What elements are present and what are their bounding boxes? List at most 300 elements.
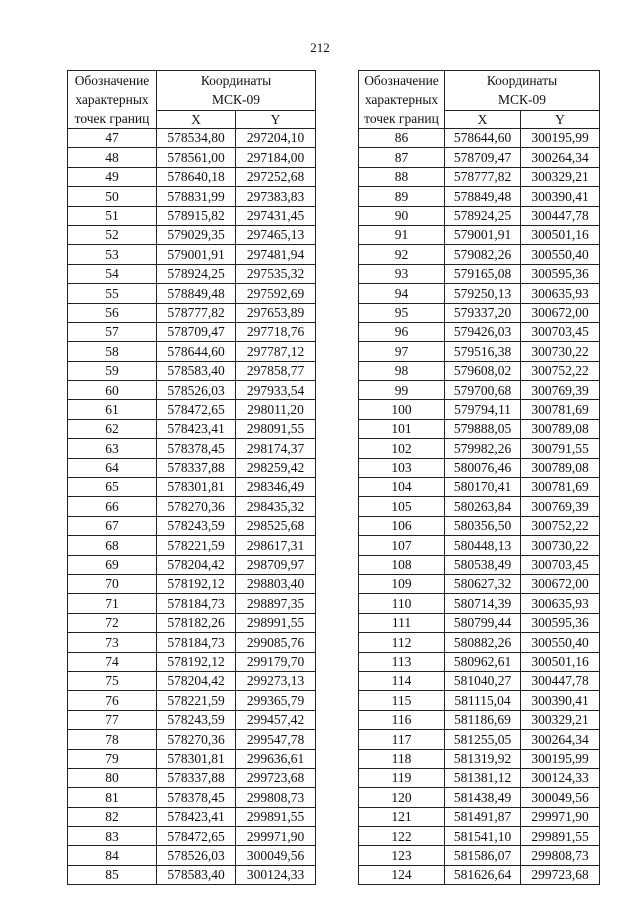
- x-coordinate-cell: 578243,59: [157, 516, 236, 535]
- point-number-cell: 121: [359, 807, 445, 826]
- point-number-cell: 106: [359, 516, 445, 535]
- y-coordinate-cell: 300789,08: [521, 458, 600, 477]
- x-coordinate-cell: 580627,32: [445, 574, 521, 593]
- table-row: [359, 400, 600, 419]
- x-coordinate-cell: 579982,26: [445, 439, 521, 458]
- table-row: [68, 555, 316, 574]
- table-row: [68, 264, 316, 283]
- y-coordinate-cell: 300781,69: [521, 400, 600, 419]
- x-coordinate-cell: 581438,49: [445, 788, 521, 807]
- y-coordinate-cell: 298091,55: [236, 419, 316, 438]
- table-row: [359, 187, 600, 206]
- y-coordinate-cell: 297718,76: [236, 322, 316, 341]
- x-coordinate-cell: 578221,59: [157, 691, 236, 710]
- y-coordinate-cell: 300730,22: [521, 342, 600, 361]
- point-number-cell: 67: [68, 516, 157, 535]
- y-coordinate-cell: 298991,55: [236, 613, 316, 632]
- x-coordinate-cell: 578337,88: [157, 768, 236, 787]
- table-row: [359, 381, 600, 400]
- coordinates-header-line: МСК-09: [211, 92, 260, 108]
- point-number-cell: 87: [359, 148, 445, 167]
- y-coordinate-cell: 298617,31: [236, 536, 316, 555]
- point-number-cell: 117: [359, 730, 445, 749]
- x-coordinate-cell: 578831,99: [157, 187, 236, 206]
- point-number-cell: 86: [359, 129, 445, 148]
- y-coordinate-cell: 300390,41: [521, 691, 600, 710]
- y-coordinate-cell: 299723,68: [236, 768, 316, 787]
- point-number-cell: 120: [359, 788, 445, 807]
- y-coordinate-cell: 299179,70: [236, 652, 316, 671]
- point-number-cell: 64: [68, 458, 157, 477]
- table-row: [359, 419, 600, 438]
- x-coordinate-cell: 578583,40: [157, 361, 236, 380]
- x-coordinate-cell: 578526,03: [157, 381, 236, 400]
- y-coordinate-cell: 297383,83: [236, 187, 316, 206]
- point-number-cell: 93: [359, 264, 445, 283]
- x-coordinate-cell: 578182,26: [157, 613, 236, 632]
- table-row: [68, 807, 316, 826]
- y-coordinate-cell: 300752,22: [521, 516, 600, 535]
- table-row: [68, 594, 316, 613]
- y-coordinate-cell: 299808,73: [236, 788, 316, 807]
- table-row: [359, 206, 600, 225]
- x-coordinate-cell: 578583,40: [157, 865, 236, 884]
- table-row: [68, 206, 316, 225]
- point-number-cell: 103: [359, 458, 445, 477]
- x-coordinate-cell: 581381,12: [445, 768, 521, 787]
- y-coordinate-cell: 300550,40: [521, 633, 600, 652]
- y-coordinate-cell: 300672,00: [521, 574, 600, 593]
- y-coordinate-cell: 300635,93: [521, 284, 600, 303]
- point-number-cell: 57: [68, 322, 157, 341]
- point-number-cell: 100: [359, 400, 445, 419]
- table-row: [359, 613, 600, 632]
- x-coordinate-cell: 578924,25: [157, 264, 236, 283]
- y-coordinate-cell: 299808,73: [521, 846, 600, 865]
- x-coordinate-cell: 578204,42: [157, 671, 236, 690]
- point-number-cell: 47: [68, 129, 157, 148]
- x-coordinate-cell: 578378,45: [157, 788, 236, 807]
- y-coordinate-cell: 299273,13: [236, 671, 316, 690]
- table-row: [68, 225, 316, 244]
- y-coordinate-cell: 299723,68: [521, 865, 600, 884]
- point-number-cell: 73: [68, 633, 157, 652]
- point-number-cell: 52: [68, 225, 157, 244]
- x-coordinate-cell: 578301,81: [157, 749, 236, 768]
- table-row: [68, 865, 316, 884]
- y-coordinate-cell: 297481,94: [236, 245, 316, 264]
- point-number-cell: 119: [359, 768, 445, 787]
- x-coordinate-cell: 580263,84: [445, 497, 521, 516]
- point-number-cell: 61: [68, 400, 157, 419]
- point-number-cell: 60: [68, 381, 157, 400]
- x-coordinate-cell: 579029,35: [157, 225, 236, 244]
- y-coordinate-cell: 297858,77: [236, 361, 316, 380]
- table-row: [68, 691, 316, 710]
- x-coordinate-cell: 578423,41: [157, 807, 236, 826]
- x-coordinate-cell: 578849,48: [157, 284, 236, 303]
- table-row: [359, 322, 600, 341]
- table-row: [68, 788, 316, 807]
- point-number-cell: 63: [68, 439, 157, 458]
- table-row: [68, 167, 316, 186]
- x-coordinate-cell: 579001,91: [157, 245, 236, 264]
- table-row: [359, 652, 600, 671]
- x-coordinate-cell: 581491,87: [445, 807, 521, 826]
- y-coordinate-cell: 297431,45: [236, 206, 316, 225]
- y-coordinate-cell: 300769,39: [521, 381, 600, 400]
- table-row: [359, 633, 600, 652]
- x-coordinate-cell: 580538,49: [445, 555, 521, 574]
- table-row: [68, 827, 316, 846]
- x-coordinate-cell: 579337,20: [445, 303, 521, 322]
- table-row: [359, 710, 600, 729]
- point-number-cell: 96: [359, 322, 445, 341]
- table-body-left: [68, 129, 316, 885]
- y-coordinate-cell: 297535,32: [236, 264, 316, 283]
- x-coordinate-cell: 580882,26: [445, 633, 521, 652]
- y-coordinate-cell: 298174,37: [236, 439, 316, 458]
- point-number-cell: 122: [359, 827, 445, 846]
- coordinates-table-right: [358, 70, 600, 885]
- x-coordinate-cell: 578270,36: [157, 497, 236, 516]
- point-number-cell: 95: [359, 303, 445, 322]
- point-number-cell: 98: [359, 361, 445, 380]
- x-coordinate-cell: 578640,18: [157, 167, 236, 186]
- table-body-right: [359, 129, 600, 885]
- x-coordinate-cell: 578472,65: [157, 400, 236, 419]
- y-coordinate-cell: 300124,33: [236, 865, 316, 884]
- table-row: [68, 671, 316, 690]
- x-coordinate-cell: 578221,59: [157, 536, 236, 555]
- y-coordinate-cell: 300264,34: [521, 730, 600, 749]
- table-row: [359, 284, 600, 303]
- table-row: [359, 245, 600, 264]
- x-coordinate-cell: 580799,44: [445, 613, 521, 632]
- point-number-cell: 89: [359, 187, 445, 206]
- x-coordinate-cell: 578561,00: [157, 148, 236, 167]
- table-row: [359, 691, 600, 710]
- y-coordinate-cell: 299971,90: [236, 827, 316, 846]
- point-number-cell: 94: [359, 284, 445, 303]
- point-number-cell: 118: [359, 749, 445, 768]
- point-number-cell: 62: [68, 419, 157, 438]
- x-coordinate-cell: 578192,12: [157, 652, 236, 671]
- table-row: [359, 303, 600, 322]
- x-coordinate-cell: 581541,10: [445, 827, 521, 846]
- point-number-cell: 83: [68, 827, 157, 846]
- point-number-cell: 69: [68, 555, 157, 574]
- designation-header-line: Обозначение: [364, 73, 439, 88]
- y-coordinate-cell: 300447,78: [521, 206, 600, 225]
- point-number-cell: 78: [68, 730, 157, 749]
- point-number-cell: 92: [359, 245, 445, 264]
- table-row: [359, 264, 600, 283]
- table-row: [359, 516, 600, 535]
- point-number-cell: 75: [68, 671, 157, 690]
- table-row: [359, 536, 600, 555]
- y-coordinate-cell: 300703,45: [521, 555, 600, 574]
- table-row: [68, 148, 316, 167]
- table-row: [68, 322, 316, 341]
- designation-header-line: характерных: [75, 92, 149, 107]
- point-number-cell: 108: [359, 555, 445, 574]
- coordinates-header: [445, 71, 600, 111]
- x-coordinate-cell: 579250,13: [445, 284, 521, 303]
- x-coordinate-cell: 578243,59: [157, 710, 236, 729]
- table-row: [359, 458, 600, 477]
- table-row: [68, 361, 316, 380]
- y-coordinate-cell: 299547,78: [236, 730, 316, 749]
- table-row: [68, 768, 316, 787]
- y-coordinate-cell: 298803,40: [236, 574, 316, 593]
- x-coordinate-cell: 579426,03: [445, 322, 521, 341]
- y-coordinate-cell: 298709,97: [236, 555, 316, 574]
- y-column-header: Y: [236, 110, 316, 128]
- y-coordinate-cell: 300447,78: [521, 671, 600, 690]
- x-coordinate-cell: 578849,48: [445, 187, 521, 206]
- point-number-cell: 59: [68, 361, 157, 380]
- point-number-cell: 53: [68, 245, 157, 264]
- y-coordinate-cell: 298525,68: [236, 516, 316, 535]
- y-coordinate-cell: 298897,35: [236, 594, 316, 613]
- x-column-header: X: [157, 110, 236, 128]
- table-row: [359, 555, 600, 574]
- table-row: [359, 730, 600, 749]
- point-number-cell: 91: [359, 225, 445, 244]
- point-number-cell: 116: [359, 710, 445, 729]
- y-coordinate-cell: 299457,42: [236, 710, 316, 729]
- table-row: [68, 129, 316, 148]
- table-row: [68, 478, 316, 497]
- x-coordinate-cell: 581586,07: [445, 846, 521, 865]
- y-coordinate-cell: 300195,99: [521, 129, 600, 148]
- table-row: [68, 846, 316, 865]
- table-row: [359, 827, 600, 846]
- point-number-cell: 115: [359, 691, 445, 710]
- point-number-cell: 90: [359, 206, 445, 225]
- y-coordinate-cell: 297787,12: [236, 342, 316, 361]
- point-number-cell: 66: [68, 497, 157, 516]
- coordinates-header-line: МСК-09: [497, 92, 546, 108]
- designation-header-line: точек границ: [74, 111, 150, 126]
- x-coordinate-cell: 580170,41: [445, 478, 521, 497]
- y-coordinate-cell: 300703,45: [521, 322, 600, 341]
- y-coordinate-cell: 300049,56: [521, 788, 600, 807]
- x-coordinate-cell: 579700,68: [445, 381, 521, 400]
- table-row: [359, 788, 600, 807]
- designation-header-line: Обозначение: [74, 73, 150, 88]
- point-number-cell: 79: [68, 749, 157, 768]
- point-number-cell: 65: [68, 478, 157, 497]
- table-row: [68, 536, 316, 555]
- point-number-cell: 123: [359, 846, 445, 865]
- point-number-cell: 70: [68, 574, 157, 593]
- point-number-cell: 80: [68, 768, 157, 787]
- table-row: [68, 400, 316, 419]
- table-row: [68, 284, 316, 303]
- table-row: [359, 671, 600, 690]
- x-coordinate-cell: 578301,81: [157, 478, 236, 497]
- y-coordinate-cell: 297933,54: [236, 381, 316, 400]
- x-coordinate-cell: 579165,08: [445, 264, 521, 283]
- y-coordinate-cell: 300791,55: [521, 439, 600, 458]
- point-number-cell: 85: [68, 865, 157, 884]
- table-row: [359, 497, 600, 516]
- y-coordinate-cell: 300672,00: [521, 303, 600, 322]
- table-row: [359, 225, 600, 244]
- table-row: [359, 768, 600, 787]
- x-coordinate-cell: 578644,60: [157, 342, 236, 361]
- designation-header-line: характерных: [364, 92, 439, 107]
- y-coordinate-cell: 299636,61: [236, 749, 316, 768]
- y-coordinate-cell: 300501,16: [521, 652, 600, 671]
- point-number-cell: 111: [359, 613, 445, 632]
- x-coordinate-cell: 581115,04: [445, 691, 521, 710]
- point-number-cell: 48: [68, 148, 157, 167]
- point-number-cell: 74: [68, 652, 157, 671]
- y-coordinate-cell: 297184,00: [236, 148, 316, 167]
- y-coordinate-cell: 297465,13: [236, 225, 316, 244]
- point-number-cell: 107: [359, 536, 445, 555]
- x-coordinate-cell: 580714,39: [445, 594, 521, 613]
- x-coordinate-cell: 579082,26: [445, 245, 521, 264]
- x-coordinate-cell: 578526,03: [157, 846, 236, 865]
- y-coordinate-cell: 300124,33: [521, 768, 600, 787]
- point-number-cell: 97: [359, 342, 445, 361]
- x-coordinate-cell: 578644,60: [445, 129, 521, 148]
- y-coordinate-cell: 300550,40: [521, 245, 600, 264]
- point-number-cell: 110: [359, 594, 445, 613]
- y-coordinate-cell: 299971,90: [521, 807, 600, 826]
- x-coordinate-cell: 578915,82: [157, 206, 236, 225]
- x-coordinate-cell: 578472,65: [157, 827, 236, 846]
- x-coordinate-cell: 578777,82: [157, 303, 236, 322]
- x-coordinate-cell: 578924,25: [445, 206, 521, 225]
- table-row: [68, 303, 316, 322]
- table-row: [68, 574, 316, 593]
- y-coordinate-cell: 299365,79: [236, 691, 316, 710]
- y-coordinate-cell: 300501,16: [521, 225, 600, 244]
- point-number-cell: 58: [68, 342, 157, 361]
- point-number-cell: 104: [359, 478, 445, 497]
- x-coordinate-cell: 579888,05: [445, 419, 521, 438]
- table-row: [359, 439, 600, 458]
- table-row: [68, 381, 316, 400]
- coordinates-header-line: Координаты: [200, 73, 272, 89]
- point-number-cell: 102: [359, 439, 445, 458]
- point-number-cell: 114: [359, 671, 445, 690]
- point-number-cell: 51: [68, 206, 157, 225]
- designation-header: [359, 71, 445, 129]
- y-coordinate-cell: 300329,21: [521, 710, 600, 729]
- point-number-cell: 68: [68, 536, 157, 555]
- table-row: [359, 846, 600, 865]
- point-number-cell: 76: [68, 691, 157, 710]
- x-coordinate-cell: 581319,92: [445, 749, 521, 768]
- y-coordinate-cell: 300595,36: [521, 264, 600, 283]
- y-coordinate-cell: 297252,68: [236, 167, 316, 186]
- y-coordinate-cell: 300390,41: [521, 187, 600, 206]
- point-number-cell: 105: [359, 497, 445, 516]
- point-number-cell: 113: [359, 652, 445, 671]
- x-coordinate-cell: 578709,47: [445, 148, 521, 167]
- point-number-cell: 50: [68, 187, 157, 206]
- y-coordinate-cell: 300769,39: [521, 497, 600, 516]
- y-coordinate-cell: 300635,93: [521, 594, 600, 613]
- x-column-header: X: [445, 110, 521, 128]
- point-number-cell: 71: [68, 594, 157, 613]
- table-row: [68, 458, 316, 477]
- table-row: [359, 865, 600, 884]
- table-row: [359, 749, 600, 768]
- y-coordinate-cell: 300789,08: [521, 419, 600, 438]
- y-coordinate-cell: 300595,36: [521, 613, 600, 632]
- x-coordinate-cell: 579001,91: [445, 225, 521, 244]
- y-coordinate-cell: 300195,99: [521, 749, 600, 768]
- point-number-cell: 84: [68, 846, 157, 865]
- x-coordinate-cell: 578184,73: [157, 633, 236, 652]
- y-column-header: Y: [521, 110, 600, 128]
- y-coordinate-cell: 300781,69: [521, 478, 600, 497]
- coordinates-header-line: Координаты: [486, 73, 558, 89]
- point-number-cell: 49: [68, 167, 157, 186]
- x-coordinate-cell: 581255,05: [445, 730, 521, 749]
- table-row: [68, 652, 316, 671]
- table-row: [68, 633, 316, 652]
- table-row: [359, 594, 600, 613]
- x-coordinate-cell: 581040,27: [445, 671, 521, 690]
- x-coordinate-cell: 578709,47: [157, 322, 236, 341]
- table-row: [68, 516, 316, 535]
- table-row: [359, 129, 600, 148]
- point-number-cell: 101: [359, 419, 445, 438]
- table-row: [68, 245, 316, 264]
- point-number-cell: 77: [68, 710, 157, 729]
- table-row: [68, 710, 316, 729]
- table-row: [359, 574, 600, 593]
- y-coordinate-cell: 300752,22: [521, 361, 600, 380]
- point-number-cell: 109: [359, 574, 445, 593]
- table-row: [68, 749, 316, 768]
- point-number-cell: 124: [359, 865, 445, 884]
- table-row: [359, 361, 600, 380]
- point-number-cell: 56: [68, 303, 157, 322]
- y-coordinate-cell: 298011,20: [236, 400, 316, 419]
- point-number-cell: 81: [68, 788, 157, 807]
- x-coordinate-cell: 578777,82: [445, 167, 521, 186]
- y-coordinate-cell: 298435,32: [236, 497, 316, 516]
- designation-header: [68, 71, 157, 129]
- table-row: [68, 497, 316, 516]
- x-coordinate-cell: 580962,61: [445, 652, 521, 671]
- y-coordinate-cell: 299891,55: [236, 807, 316, 826]
- x-coordinate-cell: 581186,69: [445, 710, 521, 729]
- table-row: [68, 613, 316, 632]
- y-coordinate-cell: 299085,76: [236, 633, 316, 652]
- table-row: [359, 148, 600, 167]
- point-number-cell: 72: [68, 613, 157, 632]
- point-number-cell: 88: [359, 167, 445, 186]
- x-coordinate-cell: 578378,45: [157, 439, 236, 458]
- x-coordinate-cell: 578337,88: [157, 458, 236, 477]
- x-coordinate-cell: 578184,73: [157, 594, 236, 613]
- designation-header-line: точек границ: [364, 111, 439, 126]
- y-coordinate-cell: 300730,22: [521, 536, 600, 555]
- table-row: [68, 439, 316, 458]
- x-coordinate-cell: 580448,13: [445, 536, 521, 555]
- y-coordinate-cell: 297592,69: [236, 284, 316, 303]
